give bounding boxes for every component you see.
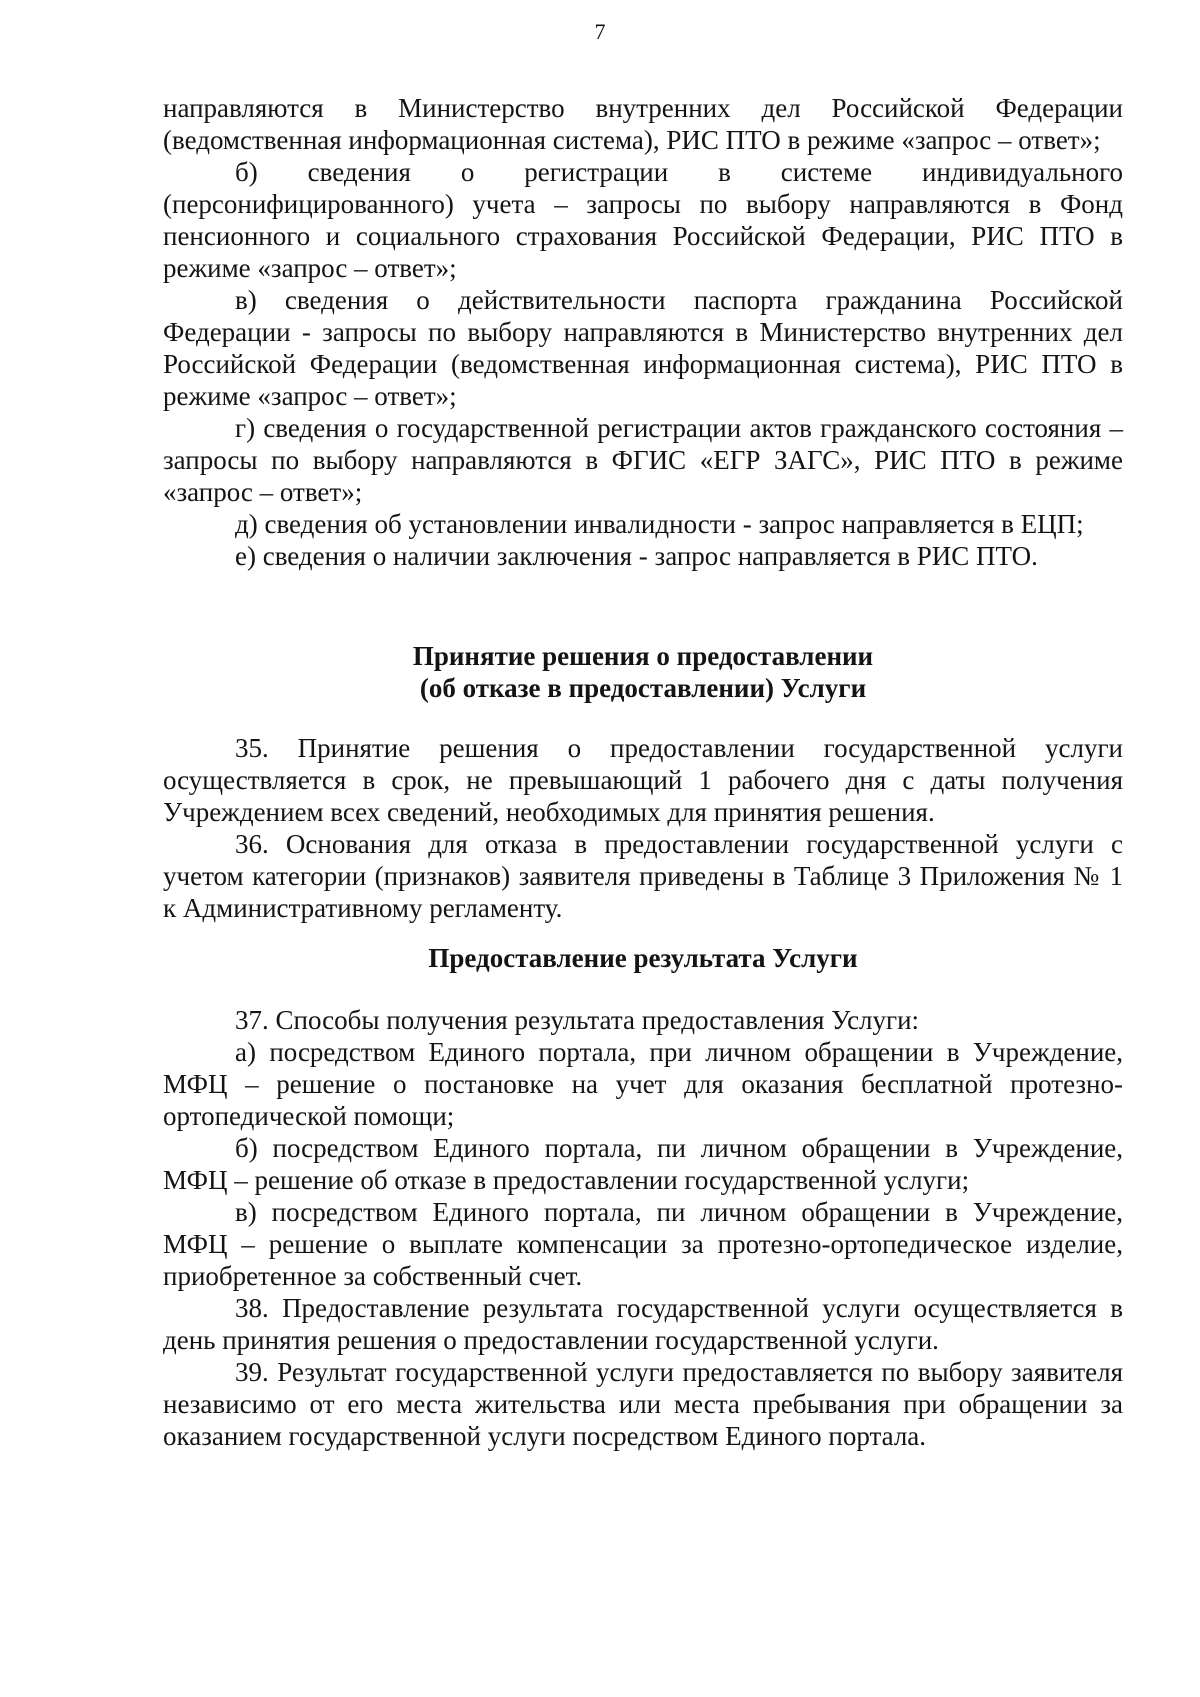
result-paragraphs — [163, 1004, 1123, 1452]
page-number: 7 — [594, 19, 606, 44]
list-item-result-b: б) посредством Единого портала, пи личном обращении в Учреждение, МФЦ – решение об отказе в предоставлении государственной услуги; — [163, 1133, 1123, 1195]
list-item-e: е) сведения о наличии заключения - запрос направляется в РИС ПТО. — [235, 541, 1038, 571]
list-item-g: г) сведения о государственной регистрации актов гражданского состояния – запросы по выбору направляются в ФГИС «ЕГР ЗАГС», РИС ПТО в режиме «запрос – ответ»; — [163, 413, 1123, 507]
section-heading-decision — [163, 640, 1123, 704]
decision-heading-block — [163, 640, 1123, 704]
list-item-result-a: а) посредством Единого портала, при личном обращении в Учреждение, МФЦ – решение о постановке на учет для оказания бесплатной протезно-ортопедической помощи; — [163, 1037, 1123, 1131]
list-item-v: в) сведения о действительности паспорта гражданина Российской Федерации - запросы по выбору направляются в Министерство внутренних дел Российской Федерации (ведомственная информационная система), РИС ПТО в режиме «запрос – ответ»; — [163, 285, 1123, 411]
section-heading-decision-line1: Принятие решения о предоставлении — [412, 641, 874, 671]
section-heading-decision-line2: (об отказе в предоставлении) Услуги — [419, 673, 867, 703]
paragraph-39: 39. Результат государственной услуги предоставляется по выбору заявителя независимо от его места жительства или места пребывания при обращении за оказанием государственной услуги посредством Единого портала. — [163, 1357, 1123, 1451]
list-item-b: б) сведения о регистрации в системе индивидуального (персонифицированного) учета – запросы по выбору направляются в Фонд пенсионного и социального страхования Российской Федерации, РИС ПТО в режиме «запрос – ответ»; — [163, 157, 1123, 283]
decision-paragraphs — [163, 732, 1123, 924]
requests-list-block — [163, 92, 1123, 572]
result-heading-block — [163, 942, 1123, 974]
list-item-result-v: в) посредством Единого портала, пи личном обращении в Учреждение, МФЦ – решение о выплате компенсации за протезно-ортопедическое изделие, приобретенное за собственный счет. — [163, 1197, 1123, 1291]
section-heading-result: Предоставление результата Услуги — [428, 943, 858, 973]
paragraph-fragment: направляются в Министерство внутренних дел Российской Федерации (ведомственная информационная система), РИС ПТО в режиме «запрос – ответ»; — [163, 93, 1123, 155]
paragraph-37: 37. Способы получения результата предоставления Услуги: — [235, 1005, 920, 1035]
list-item-d: д) сведения об установлении инвалидности - запрос направляется в ЕЦП; — [235, 509, 1084, 539]
paragraph-35: 35. Принятие решения о предоставлении государственной услуги осуществляется в срок, не превышающий 1 рабочего дня с даты получения Учреждением всех сведений, необходимых для принятия решения. — [163, 733, 1123, 827]
paragraph-38: 38. Предоставление результата государственной услуги осуществляется в день принятия решения о предоставлении государственной услуги. — [163, 1293, 1123, 1355]
paragraph-36: 36. Основания для отказа в предоставлении государственной услуги с учетом категории (признаков) заявителя приведены в Таблице 3 Приложения № 1 к Административному регламенту. — [163, 829, 1123, 923]
